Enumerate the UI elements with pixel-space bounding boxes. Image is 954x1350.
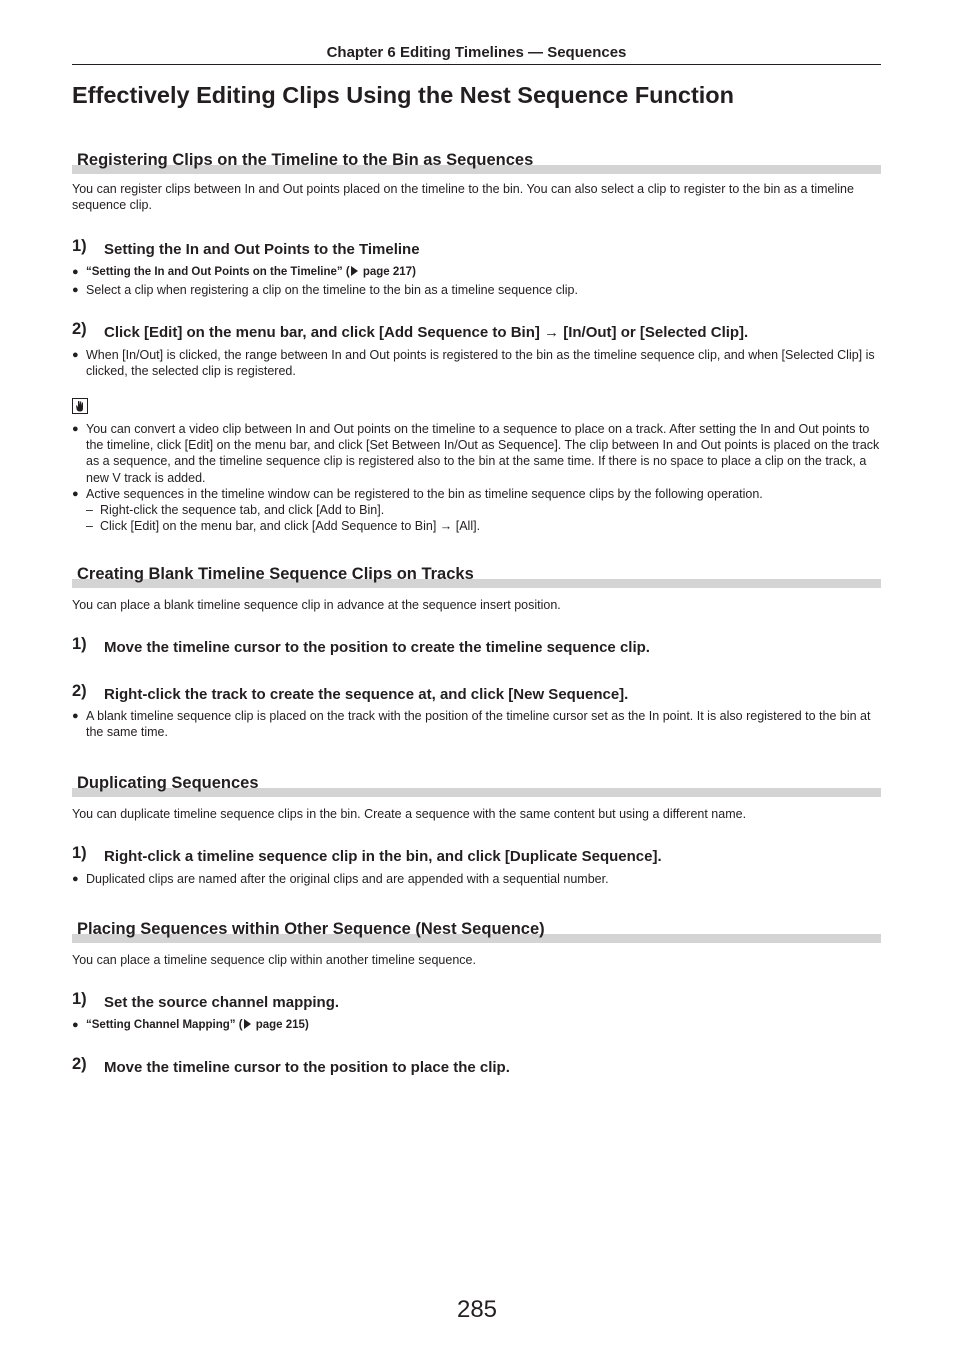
bullet-icon: ●: [72, 488, 79, 500]
step-number: 2): [72, 1055, 87, 1073]
list-item: [72, 264, 882, 280]
step-text: Set the source channel mapping.: [104, 994, 340, 1011]
list-item: ● Duplicated clips are named after the original clips and are appended with a sequential number.: [72, 872, 609, 886]
section-intro: You can place a blank timeline sequence clip in advance at the sequence insert position.: [72, 598, 561, 612]
step-number: 1): [72, 237, 87, 255]
section-heading: Registering Clips on the Timeline to the Bin as Sequences: [77, 151, 534, 169]
section-intro: You can duplicate timeline sequence clips in the bin. Create a sequence with the same content but using a different name.: [72, 807, 747, 821]
page-arrow-icon: [351, 266, 358, 276]
step-number: 2): [72, 682, 87, 700]
list-item: ● You can convert a video clip between In and Out points on the timeline to a sequence to place on a track. After setting the In and Out points to the timeline, click [Edit] on the menu bar, and click [Set Between In/Out as Sequence]. The clip between In and Out points is placed on the track as a sequence, and the timeline sequence clip is registered also to the bin at the same time. If there is no space to place a clip on the track, a new V track is added.: [72, 422, 880, 485]
list-item: [72, 1017, 882, 1033]
note-icon: [72, 398, 88, 414]
step-text: Right-click the track to create the sequence at, and click [New Sequence].: [104, 686, 629, 703]
header-rule: [72, 64, 881, 65]
step-text: Right-click a timeline sequence clip in the bin, and click [Duplicate Sequence].: [104, 848, 662, 865]
sub-list-item: – Right-click the sequence tab, and click [Add to Bin].: [86, 503, 385, 517]
page-title: Effectively Editing Clips Using the Nest Sequence Function: [72, 82, 735, 108]
bullet-icon: ●: [72, 1019, 79, 1031]
list-item: ● Select a clip when registering a clip on the timeline to the bin as a timeline sequence clip.: [72, 283, 578, 297]
section-heading: Duplicating Sequences: [77, 774, 259, 792]
chapter-header: Chapter 6 Editing Timelines — Sequences: [326, 44, 627, 61]
step-number: 1): [72, 635, 87, 653]
bullet-icon: ●: [72, 423, 79, 435]
list-item: ● Active sequences in the timeline window can be registered to the bin as timeline sequence clips by the following operation.: [72, 487, 763, 501]
cross-reference-link[interactable]: “Setting Channel Mapping” ( page 215): [86, 1019, 309, 1031]
section-heading: Creating Blank Timeline Sequence Clips on Tracks: [77, 565, 474, 583]
section-intro: You can register clips between In and Out points placed on the timeline to the bin. You can also select a clip to register to the bin as a timeline sequence clip.: [72, 182, 854, 212]
bullet-icon: ●: [72, 266, 79, 278]
step-number: 1): [72, 844, 87, 862]
bullet-icon: ●: [72, 349, 79, 361]
step-number: 1): [72, 990, 87, 1008]
page-number: 285: [456, 1296, 498, 1323]
sub-list-item: – Click [Edit] on the menu bar, and click [Add Sequence to Bin] → [All].: [86, 519, 481, 533]
cross-reference-link[interactable]: “Setting the In and Out Points on the Timeline” ( page 217): [86, 266, 416, 278]
bullet-icon: ●: [72, 873, 79, 885]
step-number: 2): [72, 320, 87, 338]
bullet-icon: ●: [72, 284, 79, 296]
section-intro: You can place a timeline sequence clip within another timeline sequence.: [72, 953, 476, 967]
list-item: ● A blank timeline sequence clip is placed on the track with the position of the timeline cursor set as the In point. It is also registered to the bin at the same time.: [72, 709, 871, 740]
section-heading: Placing Sequences within Other Sequence (Nest Sequence): [77, 920, 545, 938]
page-arrow-icon: [244, 1019, 251, 1029]
list-item: ● When [In/Out] is clicked, the range between In and Out points is registered to the bin as the timeline sequence clip, and when [Selected Clip] is clicked, the selected clip is registered.: [72, 348, 875, 379]
step-text: Click [Edit] on the menu bar, and click [Add Sequence to Bin] → [In/Out] or [Selected Clip].: [104, 324, 749, 341]
step-text: Setting the In and Out Points to the Timeline: [104, 241, 420, 258]
step-text: Move the timeline cursor to the position to create the timeline sequence clip.: [104, 639, 650, 656]
step-text: Move the timeline cursor to the position to place the clip.: [104, 1059, 510, 1076]
bullet-icon: ●: [72, 710, 79, 722]
